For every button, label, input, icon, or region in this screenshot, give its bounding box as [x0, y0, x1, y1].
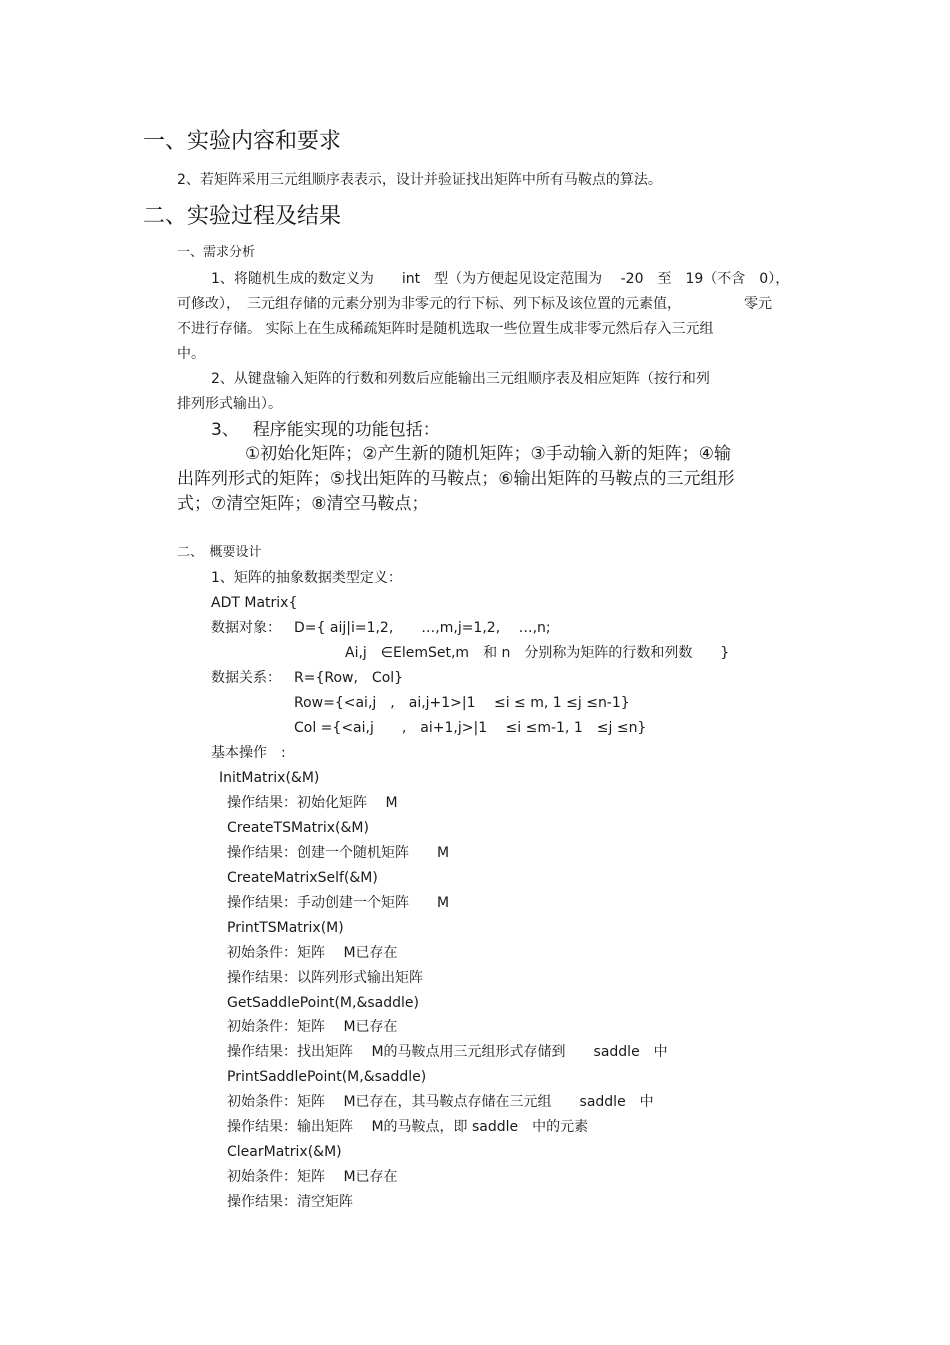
op-clear-result: 操作结果：清空矩阵: [227, 1194, 353, 1210]
design-title: 二、 概要设计: [177, 545, 262, 560]
task-statement: 2、若矩阵采用三元组顺序表表示，设计并验证找出矩阵中所有马鞍点的算法。: [177, 172, 662, 188]
req-p1-line3: 不进行存储。 实际上在生成稀疏矩阵时是随机选取一些位置生成非零元然后存入三元组: [177, 321, 714, 337]
op-print-saddle-precondition: 初始条件：矩阵 M已存在，其马鞍点存储在三元组 saddle 中: [227, 1094, 654, 1110]
req-p3-line1: 3、 程序能实现的功能包括：: [211, 420, 440, 440]
op-print-result: 操作结果：以阵列形式输出矩阵: [227, 970, 423, 986]
op-get-saddle-precondition: 初始条件：矩阵 M已存在: [227, 1019, 398, 1035]
req-p1-line2: 可修改）， 三元组存储的元素分别为非零元的行下标、列下标及该位置的元素值， 零元: [177, 296, 772, 312]
op-print-saddle-point: PrintSaddlePoint(M,&saddle): [227, 1069, 427, 1085]
req-p3-line4: 式；⑦清空矩阵；⑧清空马鞍点；: [177, 494, 429, 514]
section-heading-1: 一、实验内容和要求: [143, 129, 342, 154]
op-create-matrix-self: CreateMatrixSelf(&M): [227, 870, 378, 886]
row-definition: Row={<ai,j , ai,j+1>|1 ≤i ≤ m, 1 ≤j ≤n-1}: [294, 695, 630, 711]
op-print-ts-matrix: PrintTSMatrix(M): [227, 920, 344, 936]
adt-open: ADT Matrix{: [211, 595, 298, 611]
data-relation-value: R={Row, Col}: [294, 670, 404, 686]
req-p2-line2: 排列形式输出）。: [177, 396, 282, 412]
op-get-saddle-result: 操作结果：找出矩阵 M的马鞍点用三元组形式存储到 saddle 中: [227, 1044, 668, 1060]
op-create-self-result: 操作结果：手动创建一个矩阵 M: [227, 895, 450, 911]
req-p1-line4: 中。: [177, 346, 205, 362]
data-object-value-2: Ai,j ∈ElemSet,m 和 n 分别称为矩阵的行数和列数 }: [345, 645, 730, 661]
req-p3-line3: 出阵列形式的矩阵；⑤找出矩阵的马鞍点；⑥输出矩阵的马鞍点的三元组形: [177, 469, 735, 489]
op-init-result: 操作结果：初始化矩阵 M: [227, 795, 398, 811]
data-object-value: D={ aij|i=1,2, …,m,j=1,2, …,n;: [294, 620, 551, 636]
data-object-label: 数据对象：: [211, 620, 281, 636]
basic-operations-label: 基本操作 :: [211, 745, 286, 761]
op-clear-precondition: 初始条件：矩阵 M已存在: [227, 1169, 398, 1185]
section-heading-2: 二、实验过程及结果: [143, 204, 342, 229]
op-create-ts-matrix: CreateTSMatrix(&M): [227, 820, 369, 836]
op-init-matrix: InitMatrix(&M): [219, 770, 320, 786]
op-get-saddle-point: GetSaddlePoint(M,&saddle): [227, 995, 419, 1011]
data-relation-label: 数据关系：: [211, 670, 281, 686]
req-p3-line2: ①初始化矩阵；②产生新的随机矩阵；③手动输入新的矩阵；④输: [245, 444, 731, 464]
col-definition: Col ={<ai,j , ai+1,j>|1 ≤i ≤m-1, 1 ≤j ≤n}: [294, 720, 647, 736]
op-clear-matrix: ClearMatrix(&M): [227, 1144, 342, 1160]
op-print-precondition: 初始条件：矩阵 M已存在: [227, 945, 398, 961]
req-p1-line1: 1、将随机生成的数定义为 int 型（为方便起见设定范围为 -20 至 19（不含 0），: [211, 271, 790, 287]
req-p2-line1: 2、从键盘输入矩阵的行数和列数后应能输出三元组顺序表及相应矩阵（按行和列: [211, 371, 710, 387]
op-create-ts-result: 操作结果：创建一个随机矩阵 M: [227, 845, 450, 861]
adt-intro: 1、矩阵的抽象数据类型定义：: [211, 570, 402, 586]
op-print-saddle-result: 操作结果：输出矩阵 M的马鞍点，即 saddle 中的元素: [227, 1119, 589, 1135]
requirements-title: 一、需求分析: [177, 245, 256, 260]
